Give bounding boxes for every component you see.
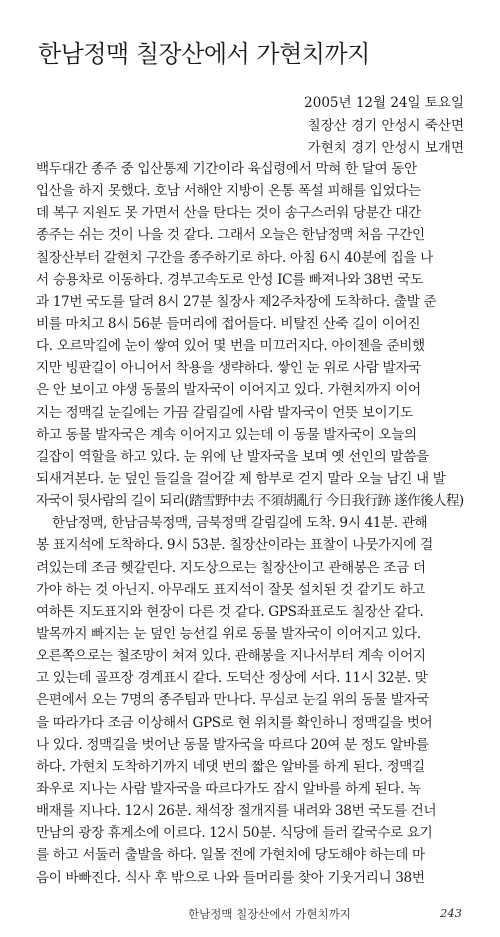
body-line: 은편에서 오는 7명의 종주팀과 만나다. 무심코 눈길 위의 동물 발자국 (36, 692, 430, 709)
body-line: 을 따라가다 조금 이상해서 GPS로 현 위치를 확인하니 정맥길을 벗어 (36, 714, 433, 731)
body-line: 다. 오르막길에 눈이 쌓여 있어 몇 번을 미끄러지다. 아이젠을 준비했 (36, 338, 425, 355)
body-line: 고 있는데 골프장 경계표시 같다. 도덕산 정상에 서다. 11시 32분. 맞 (36, 670, 428, 687)
body-line: 되새겨본다. 눈 덮인 들길을 걸어갈 제 함부로 걷지 말라 오늘 남긴 내 발 (36, 470, 446, 487)
body-line: 여하튼 지도표지와 현장이 다른 것 같다. GPS좌표로도 칠장산 같다. (36, 603, 424, 620)
body-line: 한남정맥, 한남금북정맥, 금북정맥 갈림길에 도착. 9시 41분. 관해 (52, 515, 428, 532)
body-line: 입산을 하지 못했다. 호남 서해안 지방이 온통 폭설 피해를 입었다는 (36, 183, 421, 200)
running-title: 한남정맥 칠장산에서 가현치까지 (188, 907, 351, 921)
body-line: 나 있다. 정맥길을 벗어난 동물 발자국을 따르다 20여 분 정도 알바를 (36, 736, 429, 753)
body-line: 봉 표지석에 도착하다. 9시 53분. 칠장산이라는 표찰이 나뭇가지에 걸 (36, 537, 433, 554)
trip-start: 칠장산 경기 안성시 죽산면 (307, 117, 464, 134)
trip-end: 가현치 경기 안성시 보개면 (307, 140, 464, 156)
body-line: 비를 마치고 8시 56분 들머리에 접어들다. 비탈진 산죽 길이 이어진 (36, 315, 421, 332)
body-line: 지만 빙판길이 아니어서 착용을 생략하다. 쌓인 눈 위로 사람 발자국 (36, 360, 421, 377)
page-title: 한남정맥 칠장산에서 가현치까지 (38, 40, 370, 68)
body-line: 가야 하는 것 아닌지. 아무래도 표지석이 잘못 설치된 것 같기도 하고 (36, 581, 425, 598)
body-line: 서 승용차로 이동하다. 경부고속도로 안성 IC를 빠져나와 38번 국도 (36, 271, 423, 288)
body-line: 종주는 쉬는 것이 나을 것 같다. 그래서 오늘은 한남정맥 처음 구간인 (36, 227, 425, 244)
body-line: 음이 바빠진다. 식사 후 밖으로 나와 들머리를 찾아 기웃거리니 38번 (36, 869, 425, 886)
body-line: 오른쪽으로는 철조망이 쳐져 있다. 관해봉을 지나서부터 계속 이어지 (36, 648, 426, 665)
body-text (36, 158, 464, 889)
trip-date: 2005년 12월 24일 토요일 (304, 95, 464, 111)
body-line: 백두대간 종주 중 입산통제 기간이라 육십령에서 막혀 한 달여 동안 (36, 161, 417, 177)
body-line: 만남의 광장 휴게소에 이르다. 12시 50분. 식당에 들러 칼국수로 요기 (36, 825, 433, 842)
trip-meta (304, 92, 464, 160)
body-line: 데 복구 지원도 못 가면서 산을 탄다는 것이 송구스러워 당분간 대간 (36, 205, 421, 222)
page-number: 243 (440, 906, 462, 920)
body-line: 하다. 가현치 도착하기까지 네댓 번의 짧은 알바를 하게 된다. 정맥길 (36, 758, 425, 775)
body-line: 하고 동물 발자국은 계속 이어지고 있는데 이 동물 발자국이 오늘의 (36, 426, 417, 443)
body-line: 배재를 지나다. 12시 26분. 채석장 절개지를 내려와 38번 국도를 건너 (36, 803, 437, 820)
body-line: 자국이 뒷사람의 길이 되리(踏雪野中去 不須胡亂行 今日我行跡 遂作後人程) (36, 493, 464, 510)
body-line: 길잡이 역할을 하고 있다. 눈 위에 난 발자국을 보며 옛 선인의 말씀을 (36, 448, 429, 465)
body-line: 좌우로 지나는 사람 발자국을 따르다가도 잠시 알바를 하게 된다. 녹 (36, 780, 421, 797)
body-line: 발목까지 빠지는 눈 덮인 능선길 위로 동물 발자국이 이어지고 있다. (36, 625, 421, 642)
body-line: 과 17번 국도를 달려 8시 27분 칠장사 제2주차장에 도착하다. 출발 준 (36, 293, 437, 310)
body-line: 지는 정맥길 눈길에는 가끔 갈림길에 사람 발자국이 언뜻 보이기도 (36, 404, 413, 421)
body-line: 려있는데 조금 헷갈린다. 지도상으로는 칠장산이고 관해봉은 조금 더 (36, 559, 426, 576)
body-line: 를 하고 서둘러 출발을 하다. 일몰 전에 가현치에 당도해야 하는데 마 (36, 847, 425, 864)
body-line: 은 안 보이고 야생 동물의 발자국이 이어지고 있다. 가현치까지 이어 (36, 382, 421, 399)
body-line: 칠장산부터 갈현치 구간을 종주하기로 하다. 아침 6시 40분에 집을 나 (36, 249, 433, 266)
